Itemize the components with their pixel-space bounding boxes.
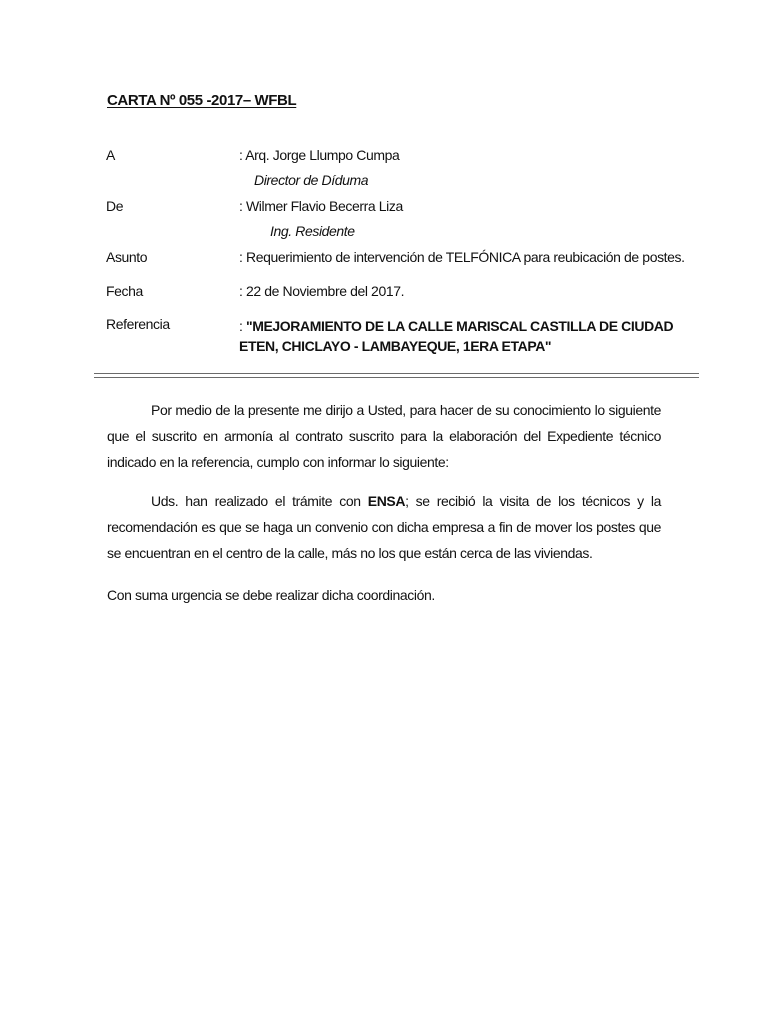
sender-value: : Wilmer Flavio Becerra Liza: [239, 198, 403, 214]
letter-title: CARTA Nº 055 -2017– WFBL: [107, 92, 297, 109]
header-divider-bottom: [94, 377, 699, 378]
body-paragraph-2-end: ; se recibió la visita de los técnicos y la recomendación es que se haga un convenio con dicha empresa a fin de mover los postes que se encuentran en el centro de la calle, más no los que están cerca de las viviendas.: [107, 493, 662, 561]
reference-project-name: "MEJORAMIENTO DE LA CALLE MARISCAL CASTILLA DE CIUDAD ETEN, CHICLAYO - LAMBAYEQUE, 1ERA ETAPA": [239, 318, 674, 354]
reference-prefix: :: [239, 318, 246, 334]
header-divider-top: [94, 373, 699, 374]
body-paragraph-1: Por medio de la presente me dirijo a Usted, para hacer de su conocimiento lo siguiente que el suscrito en armonía al contrato suscrito para la elaboración del Expediente técnico indicado en la referencia, cumplo con informar lo siguiente:: [107, 402, 661, 470]
subject-label: Asunto: [106, 249, 148, 265]
recipient-label: A: [106, 147, 115, 163]
date-label: Fecha: [106, 283, 143, 299]
date-value: : 22 de Noviembre del 2017.: [239, 283, 405, 299]
recipient-value: : Arq. Jorge Llumpo Cumpa: [239, 147, 400, 163]
body-paragraph-2: [107, 488, 661, 566]
body-paragraph-3: Con suma urgencia se debe realizar dicha coordinación.: [107, 587, 435, 603]
reference-label: Referencia: [106, 316, 170, 332]
reference-value: [239, 316, 679, 356]
sender-role: Ing. Residente: [270, 223, 355, 239]
company-name: ENSA: [367, 493, 406, 509]
recipient-role: Director de Díduma: [254, 172, 369, 188]
subject-value: : Requerimiento de intervención de TELFÓNICA para reubicación de postes.: [239, 249, 685, 265]
sender-label: De: [106, 198, 124, 214]
body-paragraph-2-start: Uds. han realizado el trámite con: [151, 493, 368, 509]
